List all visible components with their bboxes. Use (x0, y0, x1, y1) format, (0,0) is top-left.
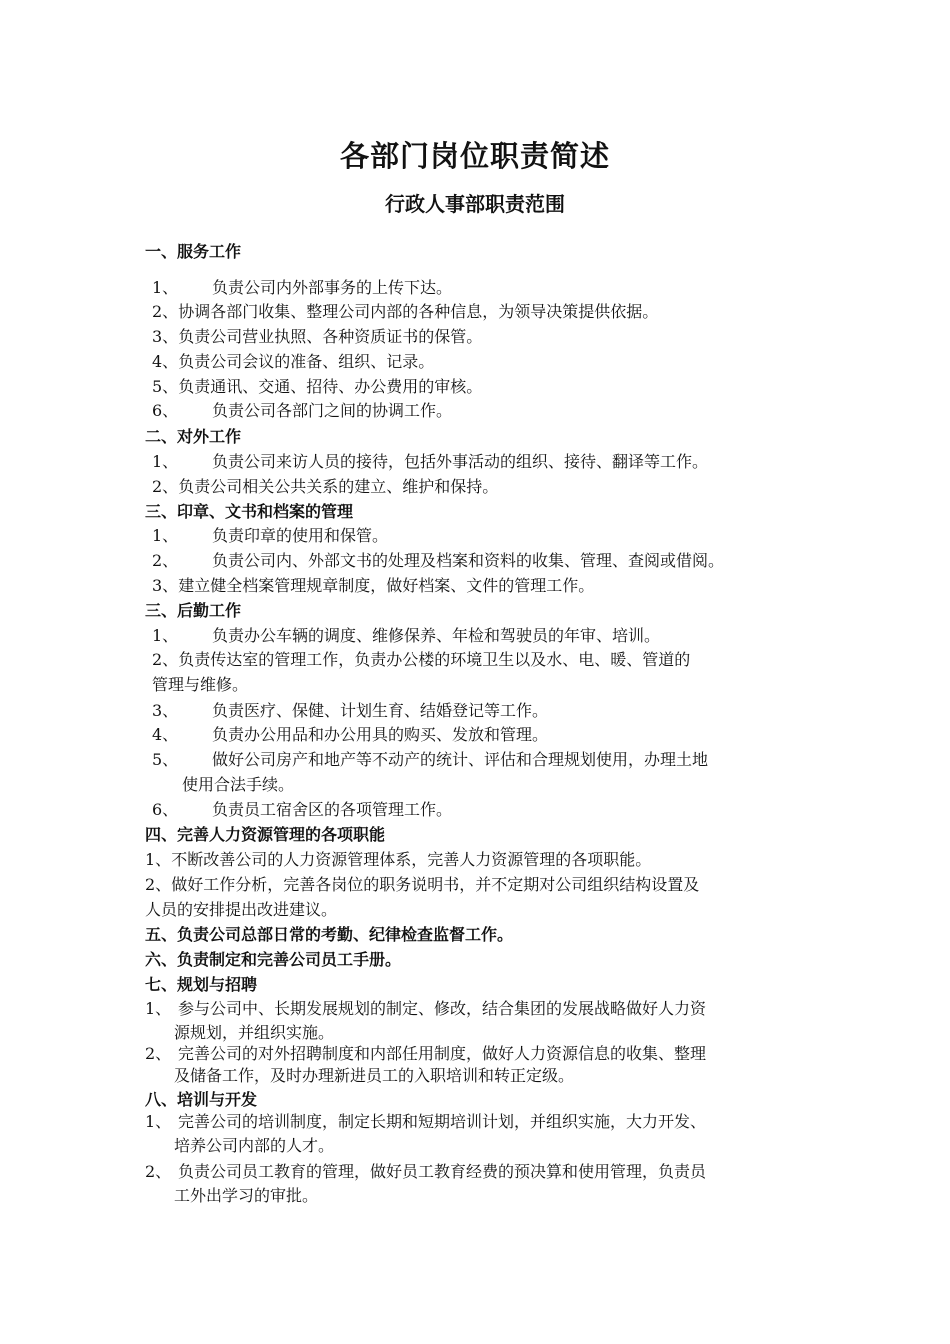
document-subtitle: 行政人事部职责范围 (385, 192, 565, 216)
list-item: 3、负责公司营业执照、各种资质证书的保管。 (152, 327, 483, 346)
section-heading-archives: 三、印章、文书和档案的管理 (145, 502, 354, 521)
list-item: 1、 负责公司来访人员的接待，包括外事活动的组织、接待、翻译等工作。 (152, 452, 709, 471)
section-heading-attendance: 五、负责公司总部日常的考勤、纪律检查监督工作。 (145, 925, 514, 944)
list-item-continuation: 人员的安排提出改进建议。 (145, 900, 338, 919)
document-title: 各部门岗位职责简述 (339, 139, 610, 173)
list-item-continuation: 管理与维修。 (152, 675, 249, 694)
list-item: 1、 完善公司的培训制度，制定长期和短期培训计划，并组织实施，大力开发、 (145, 1112, 707, 1131)
list-item: 3、建立健全档案管理规章制度，做好档案、文件的管理工作。 (152, 576, 595, 595)
list-item: 2、负责传达室的管理工作，负责办公楼的环境卫生以及水、电、暖、管道的 (152, 650, 691, 669)
list-item: 6、 负责员工宿舍区的各项管理工作。 (152, 800, 453, 819)
list-item: 2、协调各部门收集、整理公司内部的各种信息，为领导决策提供依据。 (152, 302, 659, 321)
list-item: 2、负责公司相关公共关系的建立、维护和保持。 (152, 477, 499, 496)
section-heading-logistics: 三、后勤工作 (145, 601, 242, 620)
list-item: 1、不断改善公司的人力资源管理体系，完善人力资源管理的各项职能。 (145, 850, 652, 869)
section-heading-external: 二、对外工作 (145, 427, 242, 446)
list-item: 5、负责通讯、交通、招待、办公费用的审核。 (152, 377, 483, 396)
list-item: 2、做好工作分析，完善各岗位的职务说明书，并不定期对公司组织结构设置及 (145, 875, 700, 894)
list-item: 1、 参与公司中、长期发展规划的制定、修改，结合集团的发展战略做好人力资 (145, 999, 707, 1018)
list-item-continuation: 使用合法手续。 (182, 775, 295, 794)
section-heading-planning: 七、规划与招聘 (145, 975, 258, 994)
list-item: 5、 做好公司房产和地产等不动产的统计、评估和合理规划使用，办理土地 (152, 750, 709, 769)
list-item-continuation: 及储备工作，及时办理新进员工的入职培训和转正定级。 (174, 1066, 575, 1085)
list-item: 2、 负责公司内、外部文书的处理及档案和资料的收集、管理、查阅或借阅。 (152, 551, 725, 570)
list-item: 1、 负责办公车辆的调度、维修保养、年检和驾驶员的年审、培训。 (152, 626, 661, 645)
section-heading-service: 一、服务工作 (145, 242, 242, 261)
section-heading-hr-functions: 四、完善人力资源管理的各项职能 (145, 825, 386, 844)
list-item: 2、 负责公司员工教育的管理，做好员工教育经费的预决算和使用管理，负责员 (145, 1162, 707, 1181)
list-item: 4、 负责办公用品和办公用具的购买、发放和管理。 (152, 725, 549, 744)
list-item: 3、 负责医疗、保健、计划生育、结婚登记等工作。 (152, 701, 549, 720)
list-item: 1、 负责公司内外部事务的上传下达。 (152, 278, 453, 297)
list-item: 2、 完善公司的对外招聘制度和内部任用制度，做好人力资源信息的收集、整理 (145, 1044, 707, 1063)
list-item-continuation: 培养公司内部的人才。 (174, 1136, 335, 1155)
list-item: 4、负责公司会议的准备、组织、记录。 (152, 352, 435, 371)
list-item: 6、 负责公司各部门之间的协调工作。 (152, 401, 453, 420)
section-heading-handbook: 六、负责制定和完善公司员工手册。 (145, 950, 402, 969)
list-item-continuation: 源规划，并组织实施。 (174, 1023, 335, 1042)
list-item-continuation: 工外出学习的审批。 (174, 1186, 319, 1205)
section-heading-training: 八、培训与开发 (145, 1090, 258, 1109)
list-item: 1、 负责印章的使用和保管。 (152, 526, 389, 545)
